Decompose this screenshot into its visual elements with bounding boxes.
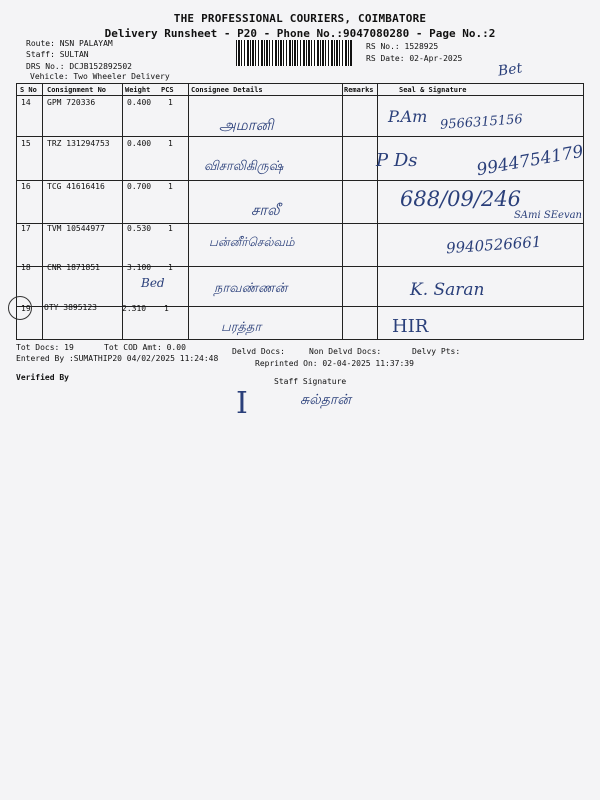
- row-phone-handwriting: 688/09/246: [400, 187, 522, 211]
- row-signature-handwriting: P.Am: [388, 107, 428, 126]
- row-consignment: TCG 41616416: [47, 182, 105, 191]
- staff-label: Staff: SULTAN: [26, 50, 89, 59]
- delivered-docs: Delvd Docs:: [232, 347, 285, 356]
- row-divider: [16, 180, 584, 181]
- row-signature-handwriting: P Ds: [376, 150, 418, 171]
- row-signature-handwriting: HIR: [392, 316, 429, 337]
- row-consignment: CNR 1871851: [47, 263, 100, 272]
- row-signature-handwriting: SAmi SEevan: [513, 210, 582, 221]
- header-sno: S No: [20, 86, 37, 94]
- row-weight: 2.310: [122, 304, 147, 313]
- runsheet-table: [16, 83, 584, 340]
- row-sno: 15: [21, 139, 31, 148]
- row-phone-handwriting: 9566315156: [439, 112, 524, 133]
- row-phone-handwriting: 9944754179: [475, 141, 586, 181]
- row-sno: 14: [21, 98, 31, 107]
- barcode: [236, 40, 352, 66]
- total-cod-amount: Tot COD Amt: 0.00: [104, 343, 186, 352]
- row-weight: 0.530: [127, 224, 152, 233]
- header-consignment: Consignment No: [47, 86, 107, 94]
- handwritten-initials: Bet: [497, 60, 524, 80]
- header-weight: Weight: [125, 86, 151, 94]
- row-consignment: TVM 10544977: [47, 224, 105, 233]
- row-consignee-handwriting: பரத்தா: [221, 320, 262, 335]
- reprinted-on: Reprinted On: 02-04-2025 11:37:39: [255, 359, 414, 368]
- total-docs: Tot Docs: 19: [16, 343, 74, 352]
- row-consignee-handwriting: சாலீ: [251, 201, 280, 219]
- row-pcs: 1: [168, 98, 173, 107]
- col-line: [377, 83, 378, 340]
- row-weight: 0.400: [127, 98, 152, 107]
- row-pcs: 1: [168, 263, 173, 272]
- staff-signature-handwriting: சுல்தான்: [300, 392, 351, 408]
- row-consignee-handwriting: விசாலிகிருஷ்: [204, 159, 284, 174]
- vehicle-label: Vehicle: Two Wheeler Delivery: [30, 72, 170, 81]
- row-consignment: OTY 3895123: [44, 303, 97, 312]
- row-pcs: 1: [164, 304, 169, 313]
- row-phone-handwriting: 9940526661: [445, 232, 542, 258]
- header-remarks: Remarks: [344, 86, 374, 94]
- route-label: Route: NSN PALAYAM: [26, 39, 113, 48]
- drs-number: DRS No.: DCJB152892502: [26, 62, 132, 71]
- entered-by: Entered By :SUMATHIP20 04/02/2025 11:24:48: [16, 354, 219, 363]
- verified-mark-handwriting: I: [236, 386, 248, 421]
- row-divider: [16, 306, 584, 307]
- col-line: [122, 83, 123, 340]
- row-consignee-handwriting: பன்னீர்செல்வம்: [209, 235, 295, 249]
- col-line: [42, 83, 43, 340]
- row-pcs: 1: [168, 182, 173, 191]
- table-border-top: [16, 83, 584, 84]
- row-sno: 19: [21, 304, 31, 313]
- header-consignee: Consignee Details: [191, 86, 263, 94]
- row-weight: 3.100: [127, 263, 152, 272]
- row-weight: 0.400: [127, 139, 152, 148]
- header-divider: [16, 95, 584, 96]
- row-divider: [16, 136, 584, 137]
- company-title: THE PROFESSIONAL COURIERS, COIMBATORE: [173, 12, 427, 25]
- non-delivered-docs: Non Delvd Docs:: [309, 347, 382, 356]
- row-weight: 0.700: [127, 182, 152, 191]
- verified-by-label: Verified By: [16, 373, 69, 382]
- row-consignment: GPM 720336: [47, 98, 96, 107]
- col-line: [188, 83, 189, 340]
- row-pcs: 1: [168, 139, 173, 148]
- header-pcs: PCS: [161, 86, 174, 94]
- row-sno: 17: [21, 224, 31, 233]
- row-sno: 18: [21, 263, 31, 272]
- header-seal-signature: Seal & Signature: [399, 86, 467, 94]
- row-consignment: TRZ 131294753: [47, 139, 110, 148]
- row-consignee-handwriting: நாவண்ணன்: [214, 281, 288, 296]
- row-extra-signature-handwriting: Bed: [141, 276, 165, 290]
- delivery-points: Delvy Pts:: [412, 347, 461, 356]
- staff-signature-label: Staff Signature: [274, 377, 347, 386]
- table-border-bottom: [16, 339, 584, 340]
- col-line: [583, 83, 584, 340]
- row-consignee-handwriting: அமானி: [219, 116, 274, 134]
- col-line: [342, 83, 343, 340]
- runsheet-title: Delivery Runsheet - P20 - Phone No.:9047080280 - Page No.:2: [104, 27, 496, 40]
- row-highlight-circle: [8, 296, 32, 320]
- rs-number: RS No.: 1528925: [366, 42, 439, 51]
- rs-date: RS Date: 02-Apr-2025: [366, 54, 463, 63]
- row-divider: [16, 266, 584, 267]
- row-sno: 16: [21, 182, 31, 191]
- row-pcs: 1: [168, 224, 173, 233]
- row-signature-handwriting: K. Saran: [410, 280, 485, 300]
